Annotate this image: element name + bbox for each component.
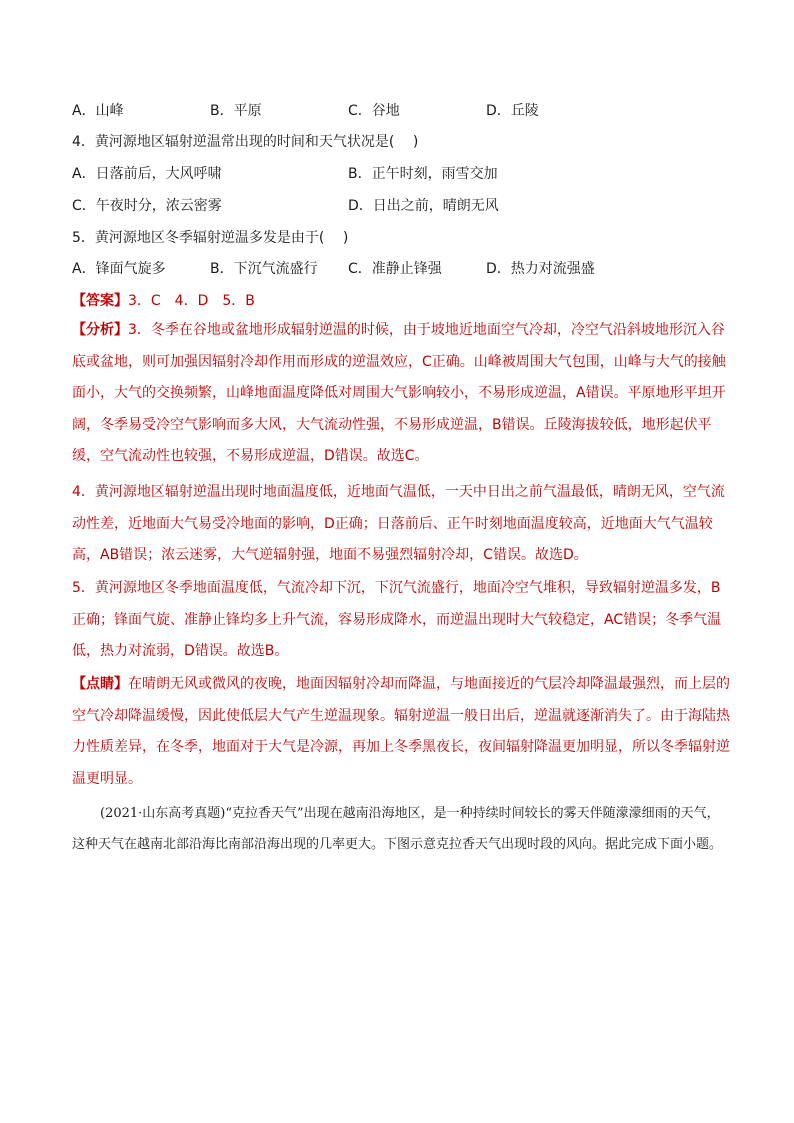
q5-stem: 5．黄河源地区冬季辐射逆温多发是由于( ) (72, 230, 349, 246)
tips-paragraph (72, 669, 732, 795)
answer-line (72, 291, 734, 311)
analysis-q3 (72, 315, 732, 473)
tips-tag: 【点睛】 (72, 676, 128, 692)
q3-option-d: D．丘陵 (486, 103, 539, 119)
q4-option-a: A．日落前后，大风呼啸 (72, 166, 222, 182)
q4-option-d: D．日出之前，晴朗无风 (348, 198, 499, 214)
answer-text: 3．C 4．D 5．B (128, 293, 255, 309)
q4-option-b: B．正午时刻，雨雪交加 (348, 166, 498, 182)
analysis-q5: 5．黄河源地区冬季地面温度低，气流冷却下沉，下沉气流盛行，地面冷空气堆积，导致辐射逆温多发，B正确；锋面气旋、准静止锋均多上升气流，容易形成降水，而逆温出现时大气较稳定，AC错误；冬季气温低，热力对流弱，D错误。故选B。 (72, 580, 722, 659)
q5-option-d: D．热力对流强盛 (486, 261, 595, 277)
q4-stem: 4．黄河源地区辐射逆温常出现的时间和天气状况是( ) (72, 134, 419, 150)
answer-tag: 【答案】 (72, 293, 128, 309)
q5-option-c: C．准静止锋强 (348, 261, 442, 277)
analysis-tag: 【分析】 (72, 322, 128, 338)
q5-option-b: B．下沉气流盛行 (210, 261, 318, 277)
analysis-q3-text: 3．冬季在谷地或盆地形成辐射逆温的时候，由于坡地近地面空气冷却，冷空气沿斜坡地形沉入谷底或盆地，则可加强因辐射冷却作用而形成的逆温效应，C正确。山峰被周围大气包围，山峰与大气的接触面小，大气的交换频繁，山峰地面温度降低对周围大气影响较小，不易形成逆温，A错误。平原地形平坦开阔，冬季易受冷空气影响而多大风，大气流动性强，不易形成逆温，B错误。丘陵海拔较低，地形起伏平缓，空气流动性也较强，不易形成逆温，D错误。故选C。 (72, 322, 726, 464)
q5-option-a: A．锋面气旋多 (72, 261, 166, 277)
next-question-intro: (2021·山东高考真题)“克拉香天气”出现在越南沿海地区，是一种持续时间较长的雾天伴随濛濛细雨的天气，这种天气在越南北部沿海比南部沿海出现的几率更大。下图示意克拉香天气出现时段的风向。据此完成下面小题。 (72, 806, 723, 852)
q3-option-a: A．山峰 (72, 103, 124, 119)
analysis-q4: 4．黄河源地区辐射逆温出现时地面温度低，近地面气温低，一天中日出之前气温最低，晴朗无风，空气流动性差，近地面大气易受冷地面的影响，D正确；日落前后、正午时刻地面温度较高，近地面大气气温较高，AB错误；浓云迷雾，大气逆辐射强，地面不易强烈辐射冷却，C错误。故选D。 (72, 484, 725, 563)
tips-text: 在晴朗无风或微风的夜晚，地面因辐射冷却而降温，与地面接近的气层冷却降温最强烈，而上层的空气冷却降温缓慢，因此使低层大气产生逆温现象。辐射逆温一般日出后，逆温就逐渐消失了。由于海陆热力性质差异，在冬季，地面对于大气是冷源，再加上冬季黑夜长，夜间辐射降温更加明显，所以冬季辐射逆温更明显。 (72, 676, 730, 787)
q4-option-c: C．午夜时分，浓云密雾 (72, 198, 222, 214)
q3-option-b: B．平原 (210, 103, 262, 119)
q3-option-c: C．谷地 (348, 103, 400, 119)
